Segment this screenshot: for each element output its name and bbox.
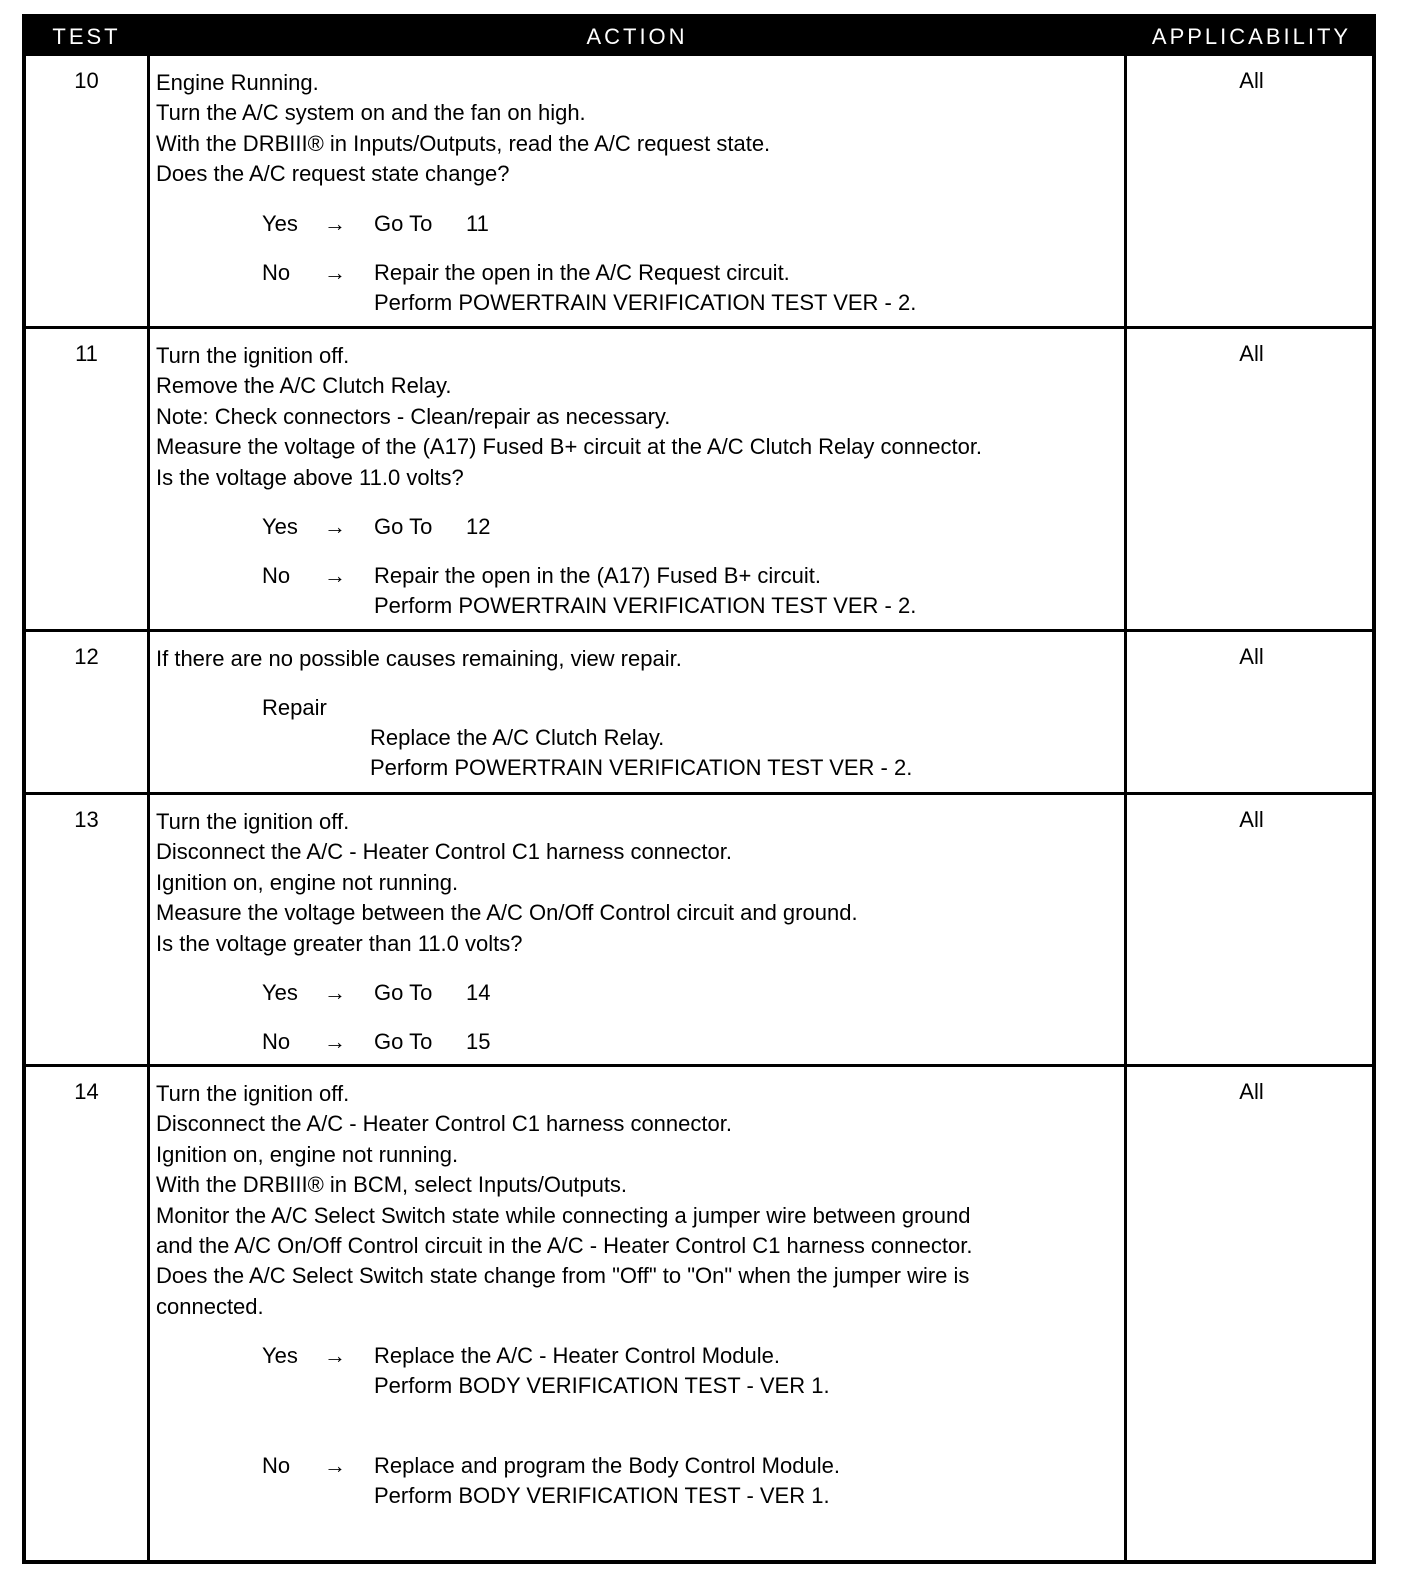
no-label: No (262, 563, 291, 589)
table-row-test-14 (26, 1067, 1372, 1560)
action-line: Turn the ignition off. (156, 1081, 350, 1106)
goto-label: Go To (374, 210, 433, 236)
goto-test-link[interactable]: 11 (466, 210, 489, 236)
table-row-test-13 (26, 795, 1372, 1067)
table-row-test-11 (26, 329, 1372, 632)
applicability: All (1239, 807, 1264, 832)
action-line: Does the A/C request state change? (156, 161, 510, 187)
table-header (26, 18, 1372, 56)
action-line: Note: Check connectors - Clean/repair as necessary. (156, 403, 671, 429)
test-number: 12 (74, 644, 99, 669)
table-row-test-12 (26, 632, 1372, 795)
no-branch (156, 1451, 1120, 1481)
action-cell (147, 56, 1127, 326)
header-action: ACTION (586, 24, 688, 49)
action-line: Disconnect the A/C - Heater Control C1 harness connector. (156, 839, 732, 865)
arrow-icon: → (324, 210, 346, 236)
test-number: 13 (74, 807, 99, 832)
yes-label: Yes (262, 514, 298, 540)
diagnostic-test-table (22, 14, 1376, 1564)
arrow-icon: → (324, 980, 346, 1006)
goto-test-link[interactable]: 12 (466, 514, 491, 540)
goto-label: Go To (374, 514, 433, 540)
no-result: Repair the open in the A/C Request circuit. (374, 259, 790, 285)
arrow-icon: → (324, 1453, 346, 1479)
action-line: Monitor the A/C Select Switch state while connecting a jumper wire between ground (156, 1202, 971, 1228)
action-line: connected. (156, 1293, 264, 1319)
test-number: 11 (75, 341, 98, 366)
yes-label: Yes (262, 210, 298, 236)
yes-branch (156, 978, 1120, 1008)
action-line: Remove the A/C Clutch Relay. (156, 373, 452, 399)
yes-perform: Perform BODY VERIFICATION TEST - VER 1. (374, 1373, 830, 1399)
action-cell (147, 329, 1127, 629)
repair-perform: Perform POWERTRAIN VERIFICATION TEST VER - 2. (370, 755, 913, 781)
action-line: With the DRBIII® in BCM, select Inputs/Outputs. (156, 1172, 628, 1198)
action-cell (147, 1067, 1127, 1560)
action-line: and the A/C On/Off Control circuit in the A/C - Heater Control C1 harness connector. (156, 1233, 973, 1259)
goto-label: Go To (374, 1029, 433, 1055)
no-branch (156, 561, 1120, 591)
no-label: No (262, 1029, 291, 1055)
action-line: Does the A/C Select Switch state change from "Off" to "On" when the jumper wire is (156, 1263, 970, 1289)
no-result: Repair the open in the (A17) Fused B+ circuit. (374, 563, 821, 589)
action-line: Ignition on, engine not running. (156, 1141, 459, 1167)
yes-label: Yes (262, 980, 298, 1006)
arrow-icon: → (324, 259, 346, 285)
repair-result: Replace the A/C Clutch Relay. (370, 725, 665, 751)
no-branch (156, 1027, 1120, 1057)
action-line: Measure the voltage of the (A17) Fused B+ circuit at the A/C Clutch Relay connector. (156, 434, 983, 460)
action-line: Disconnect the A/C - Heater Control C1 harness connector. (156, 1111, 732, 1137)
action-line: Is the voltage above 11.0 volts? (156, 464, 464, 490)
no-perform: Perform BODY VERIFICATION TEST - VER 1. (374, 1483, 830, 1509)
action-line: Turn the ignition off. (156, 343, 350, 368)
test-number: 10 (74, 68, 99, 93)
yes-label: Yes (262, 1343, 298, 1369)
header-applicability: APPLICABILITY (1151, 24, 1352, 49)
yes-branch (156, 209, 1120, 239)
action-line: Turn the A/C system on and the fan on high. (156, 100, 586, 126)
table-row-test-10 (26, 56, 1372, 329)
goto-test-link[interactable]: 14 (466, 980, 491, 1006)
header-test: TEST (52, 24, 121, 49)
no-label: No (262, 1453, 291, 1479)
yes-branch (156, 1341, 1120, 1371)
action-line: With the DRBIII® in Inputs/Outputs, read the A/C request state. (156, 130, 771, 156)
repair-label: Repair (262, 695, 327, 721)
action-line: Engine Running. (156, 70, 319, 95)
action-line: Is the voltage greater than 11.0 volts? (156, 930, 523, 956)
arrow-icon: → (324, 563, 346, 589)
goto-test-link[interactable]: 15 (466, 1029, 491, 1055)
no-branch (156, 258, 1120, 288)
applicability: All (1239, 68, 1264, 93)
action-line: Ignition on, engine not running. (156, 869, 459, 895)
applicability: All (1239, 644, 1264, 669)
action-line: If there are no possible causes remaining, view repair. (156, 646, 682, 671)
action-cell (147, 632, 1127, 792)
test-number: 14 (74, 1079, 99, 1104)
applicability: All (1239, 341, 1264, 366)
action-cell (147, 795, 1127, 1064)
no-result: Replace and program the Body Control Module. (374, 1453, 840, 1479)
yes-result: Replace the A/C - Heater Control Module. (374, 1343, 780, 1369)
goto-label: Go To (374, 980, 433, 1006)
action-line: Measure the voltage between the A/C On/Off Control circuit and ground. (156, 900, 858, 926)
action-line: Turn the ignition off. (156, 809, 350, 834)
applicability: All (1239, 1079, 1264, 1104)
no-label: No (262, 259, 291, 285)
arrow-icon: → (324, 1343, 346, 1369)
yes-branch (156, 512, 1120, 542)
no-perform: Perform POWERTRAIN VERIFICATION TEST VER - 2. (374, 289, 917, 315)
arrow-icon: → (324, 1029, 346, 1055)
arrow-icon: → (324, 514, 346, 540)
no-perform: Perform POWERTRAIN VERIFICATION TEST VER - 2. (374, 593, 917, 619)
